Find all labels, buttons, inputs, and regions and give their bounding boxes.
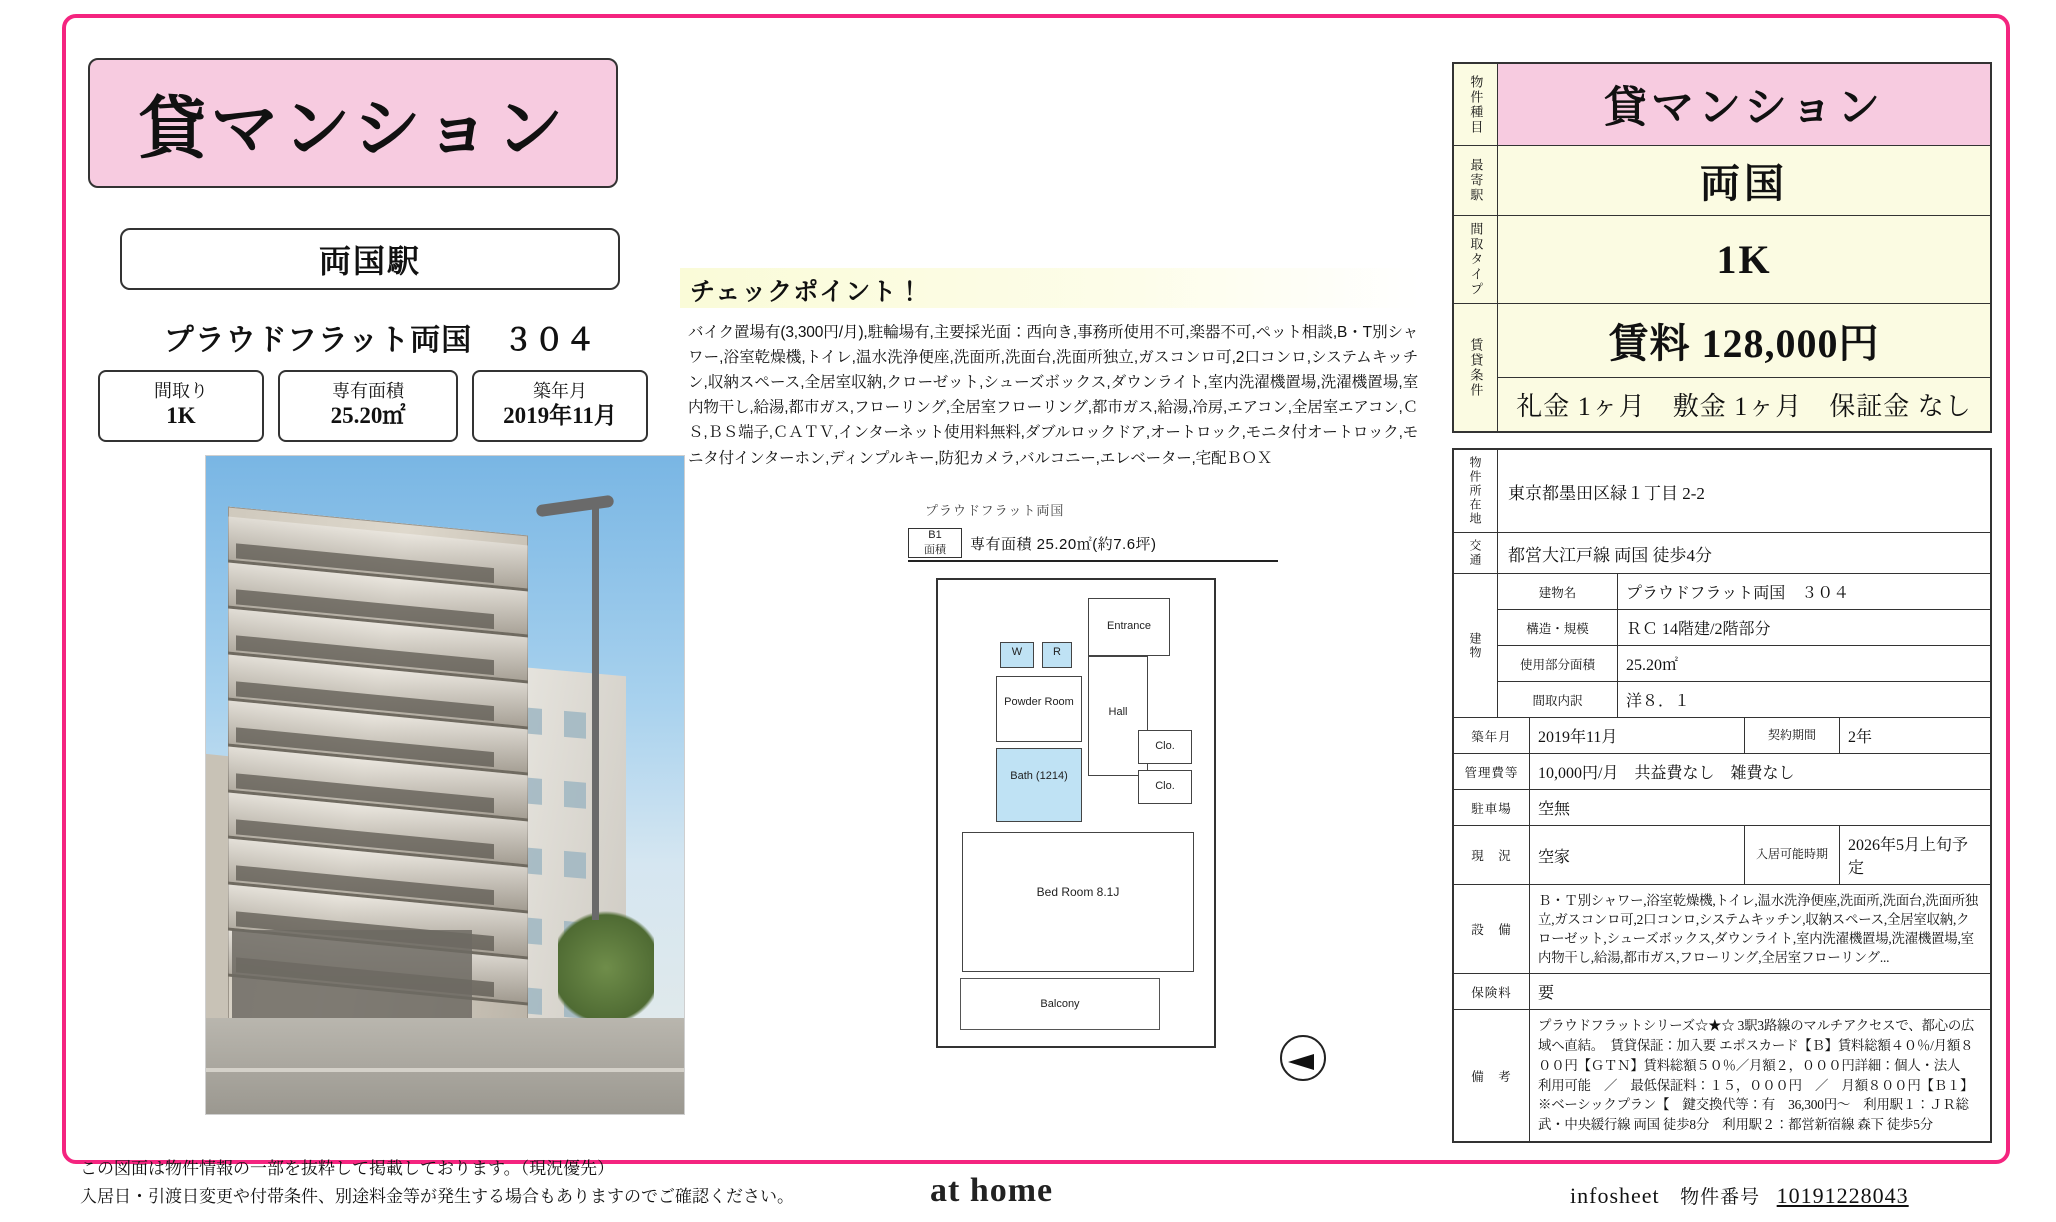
details-key-contract: 契約期間	[1744, 718, 1840, 753]
footer-disclaimer-line2: 入居日・引渡日変更や付帯条件、別途料金等が発生する場合もありますのでご確認ください。	[80, 1187, 794, 1206]
details-key-status: 現 況	[1454, 826, 1530, 884]
station-text: 両国駅	[318, 243, 421, 279]
appliance-washer-label: W	[1011, 646, 1023, 658]
spec-summary	[98, 370, 668, 442]
details-key-note: 備 考	[1454, 1010, 1530, 1141]
details-row-address	[1454, 450, 1990, 533]
infosheet-label: infosheet	[1570, 1183, 1660, 1208]
details-value-note: プラウドフラットシリーズ☆★☆ 3駅3路線のマルチアクセスで、都心の広域へ直結。 賃貸保証：加入要 エポスカード【Ｂ】賃料総額４０％/月額８００円【ＧＴＮ】賃料総額５０％／月額２，０００円詳細：個人・法人 利用可能 ／ 最低保証料：１５，０００円 ／ 月額８００円【Ｂ１】※ベーシックプラン【 鍵交換代等：有 36,300円～ 利用駅１：ＪＲ総武・中央緩行線 両国 徒歩8分 利用駅２：都営新宿線 森下 徒歩5分	[1538, 1018, 1975, 1133]
details-key-parking: 駐車場	[1454, 790, 1530, 825]
building-key-rooms: 間取内訳	[1498, 682, 1618, 717]
infosheet-footer	[1570, 1182, 1909, 1209]
details-value-year: 2019年11月	[1538, 729, 1618, 746]
details-row-year	[1454, 718, 1990, 754]
details-row-status	[1454, 826, 1990, 885]
appliance-fridge-label: R	[1053, 646, 1061, 658]
details-value-contract: 2年	[1848, 729, 1873, 746]
floor-plan-area-text: 専有面積 25.20㎡(約7.6坪)	[970, 536, 1157, 553]
building-key-structure: 構造・規模	[1498, 610, 1618, 645]
building-value-name: プラウドフラット両国 ３０４	[1626, 585, 1850, 602]
summary-value-conditions: 礼金 1ヶ月 敷金 1ヶ月 保証金 なし	[1516, 392, 1972, 421]
details-value-insurance: 要	[1538, 985, 1555, 1003]
property-type-banner	[88, 58, 618, 188]
room-closet-1-label: Clo.	[1155, 740, 1175, 752]
details-value-fee: 10,000円/月 共益費なし 雑費なし	[1538, 765, 1795, 782]
building-entrance	[232, 930, 472, 1018]
spec-area-label: 専有面積	[332, 380, 404, 401]
room-closet-2-label: Clo.	[1155, 780, 1175, 792]
details-value-equipment: Ｂ・Ｔ別シャワー,浴室乾燥機,トイレ,温水洗浄便座,洗面所,洗面台,洗面所独立,ガスコンロ可,2口コンロ,システムキッチン,収納スペース,全居室収納,クローゼット,シューズボックス,ダウンライト,室内洗濯機置場,洗濯機置場,室内物干し,給湯,都市ガス,フローリング,全居室フローリング...	[1538, 893, 1979, 966]
building-value-structure: ＲＣ 14階建/2階部分	[1626, 621, 1771, 638]
building-value-rooms: 洋８．１	[1626, 693, 1691, 710]
summary-rent-cell	[1498, 304, 1990, 378]
property-number-value: 10191228043	[1776, 1183, 1909, 1208]
property-type-text: 貸マンション	[138, 90, 568, 167]
details-table	[1452, 448, 1992, 1143]
building-key-name: 建物名	[1498, 574, 1618, 609]
room-bath	[996, 748, 1082, 822]
spec-layout-label: 間取り	[154, 380, 208, 401]
footer-disclaimer-line1: この図面は物件情報の一部を抜粋して掲載しております。（現況優先）	[80, 1159, 615, 1178]
street-ground	[206, 1018, 684, 1114]
spec-area	[278, 370, 458, 442]
page-title: プラウドフラット両国 ３０４	[163, 324, 597, 357]
details-key-year: 築年月	[1454, 718, 1530, 753]
details-key-address: 物件所在地	[1454, 450, 1498, 532]
details-row-note	[1454, 1010, 1990, 1141]
building-row-rooms	[1498, 682, 1990, 717]
summary-value-station: 両国	[1700, 161, 1788, 206]
floor-plan-area-bar	[908, 528, 1278, 562]
room-balcony-label: Balcony	[1040, 998, 1080, 1010]
details-key-movein: 入居可能時期	[1744, 826, 1840, 884]
details-key-fee: 管理費等	[1454, 754, 1530, 789]
athome-logo-text: at home	[930, 1172, 1054, 1209]
floor-plan-building-name: プラウドフラット両国	[925, 503, 1065, 518]
details-key-building: 建物	[1454, 574, 1498, 717]
details-value-parking: 空無	[1538, 801, 1571, 818]
details-value-address: 東京都墨田区緑１丁目 2-2	[1508, 483, 1705, 503]
summary-key-layout: 間取タイプ	[1454, 216, 1498, 303]
building-photo	[205, 455, 685, 1115]
floor-plan-b1-badge	[908, 528, 962, 558]
floor-plan-b1-top: B1	[928, 529, 942, 541]
floor-plan-b1-bottom: 面積	[924, 544, 946, 556]
room-bedroom	[962, 832, 1194, 972]
street-tree	[558, 902, 654, 1022]
details-value-access: 都営大江戸線 両国 徒歩4分	[1508, 545, 1712, 565]
spec-layout	[98, 370, 264, 442]
summary-key-terms: 賃貸条件	[1454, 304, 1498, 431]
details-row-parking	[1454, 790, 1990, 826]
details-row-equipment	[1454, 885, 1990, 974]
details-row-access	[1454, 533, 1990, 574]
room-powder-label: Powder Room	[1004, 696, 1074, 708]
summary-row-type	[1454, 64, 1990, 146]
checkpoint-title: チェックポイント！	[690, 279, 924, 306]
room-entrance-label: Entrance	[1106, 620, 1152, 632]
building-row-area	[1498, 646, 1990, 682]
summary-key-station: 最寄駅	[1454, 146, 1498, 215]
spec-year-value: 2019年11月	[503, 402, 617, 428]
floor-plan	[880, 470, 1390, 1130]
details-value-status: 空家	[1538, 848, 1571, 866]
street-lamp-pole	[592, 500, 599, 920]
station-banner	[120, 228, 620, 290]
room-bath-label: Bath (1214)	[1010, 770, 1068, 782]
details-row-fee	[1454, 754, 1990, 790]
summary-key-type: 物件種目	[1454, 64, 1498, 145]
spec-layout-value: 1K	[166, 402, 196, 428]
summary-row-terms	[1454, 304, 1990, 431]
athome-logo	[930, 1172, 1053, 1210]
spec-area-value: 25.20㎡	[330, 402, 406, 428]
compass-north-icon	[1280, 1035, 1326, 1081]
details-key-insurance: 保険料	[1454, 974, 1530, 1009]
floor-plan-drawing	[936, 578, 1216, 1048]
building-row-structure	[1498, 610, 1990, 646]
spec-year-label: 築年月	[533, 380, 587, 401]
summary-table	[1452, 62, 1992, 433]
building-key-area: 使用部分面積	[1498, 646, 1618, 681]
checkpoint-body: バイク置場有(3,300円/月),駐輪場有,主要採光面：西向き,事務所使用不可,楽器不可,ペット相談,B・T別シャワー,浴室乾燥機,トイレ,温水洗浄便座,洗面所,洗面台,洗面所独立,ガスコンロ可,2口コンロ,システムキッチン,収納スペース,全居室収納,クローゼット,シューズボックス,ダウンライト,室内洗濯機置場,洗濯機置場,室内物干し,給湯,都市ガス,フローリング,全居室フローリング,都市ガス,給湯,冷房,エアコン,全居室エアコン,ＣＳ,ＢＳ端子,ＣＡＴＶ,インターネット使用料無料,ダブルロックドア,オートロック,モニタ付オートロック,モニタ付インターホン,ディンプルキー,防犯カメラ,バルコニー,エレベーター,宅配ＢＯＸ	[688, 324, 1418, 467]
details-value-movein: 2026年5月上旬予定	[1848, 837, 1969, 877]
summary-value-type: 貸マンション	[1603, 85, 1885, 132]
spec-year	[472, 370, 648, 442]
summary-row-station	[1454, 146, 1990, 216]
room-bedroom-label: Bed Room 8.1J	[1036, 885, 1120, 899]
summary-row-layout	[1454, 216, 1990, 304]
details-row-insurance	[1454, 974, 1990, 1010]
building-row-name	[1498, 574, 1990, 610]
details-key-equipment: 設 備	[1454, 885, 1530, 973]
building-value-area: 25.20㎡	[1626, 657, 1679, 674]
room-hall-label: Hall	[1108, 706, 1128, 718]
property-number-label: 物件番号	[1680, 1187, 1761, 1208]
details-row-building	[1454, 574, 1990, 718]
details-key-access: 交通	[1454, 533, 1498, 573]
summary-value-layout: 1K	[1716, 237, 1772, 282]
summary-value-rent: 賃料 128,000円	[1608, 321, 1880, 366]
summary-conditions-cell	[1498, 378, 1990, 431]
